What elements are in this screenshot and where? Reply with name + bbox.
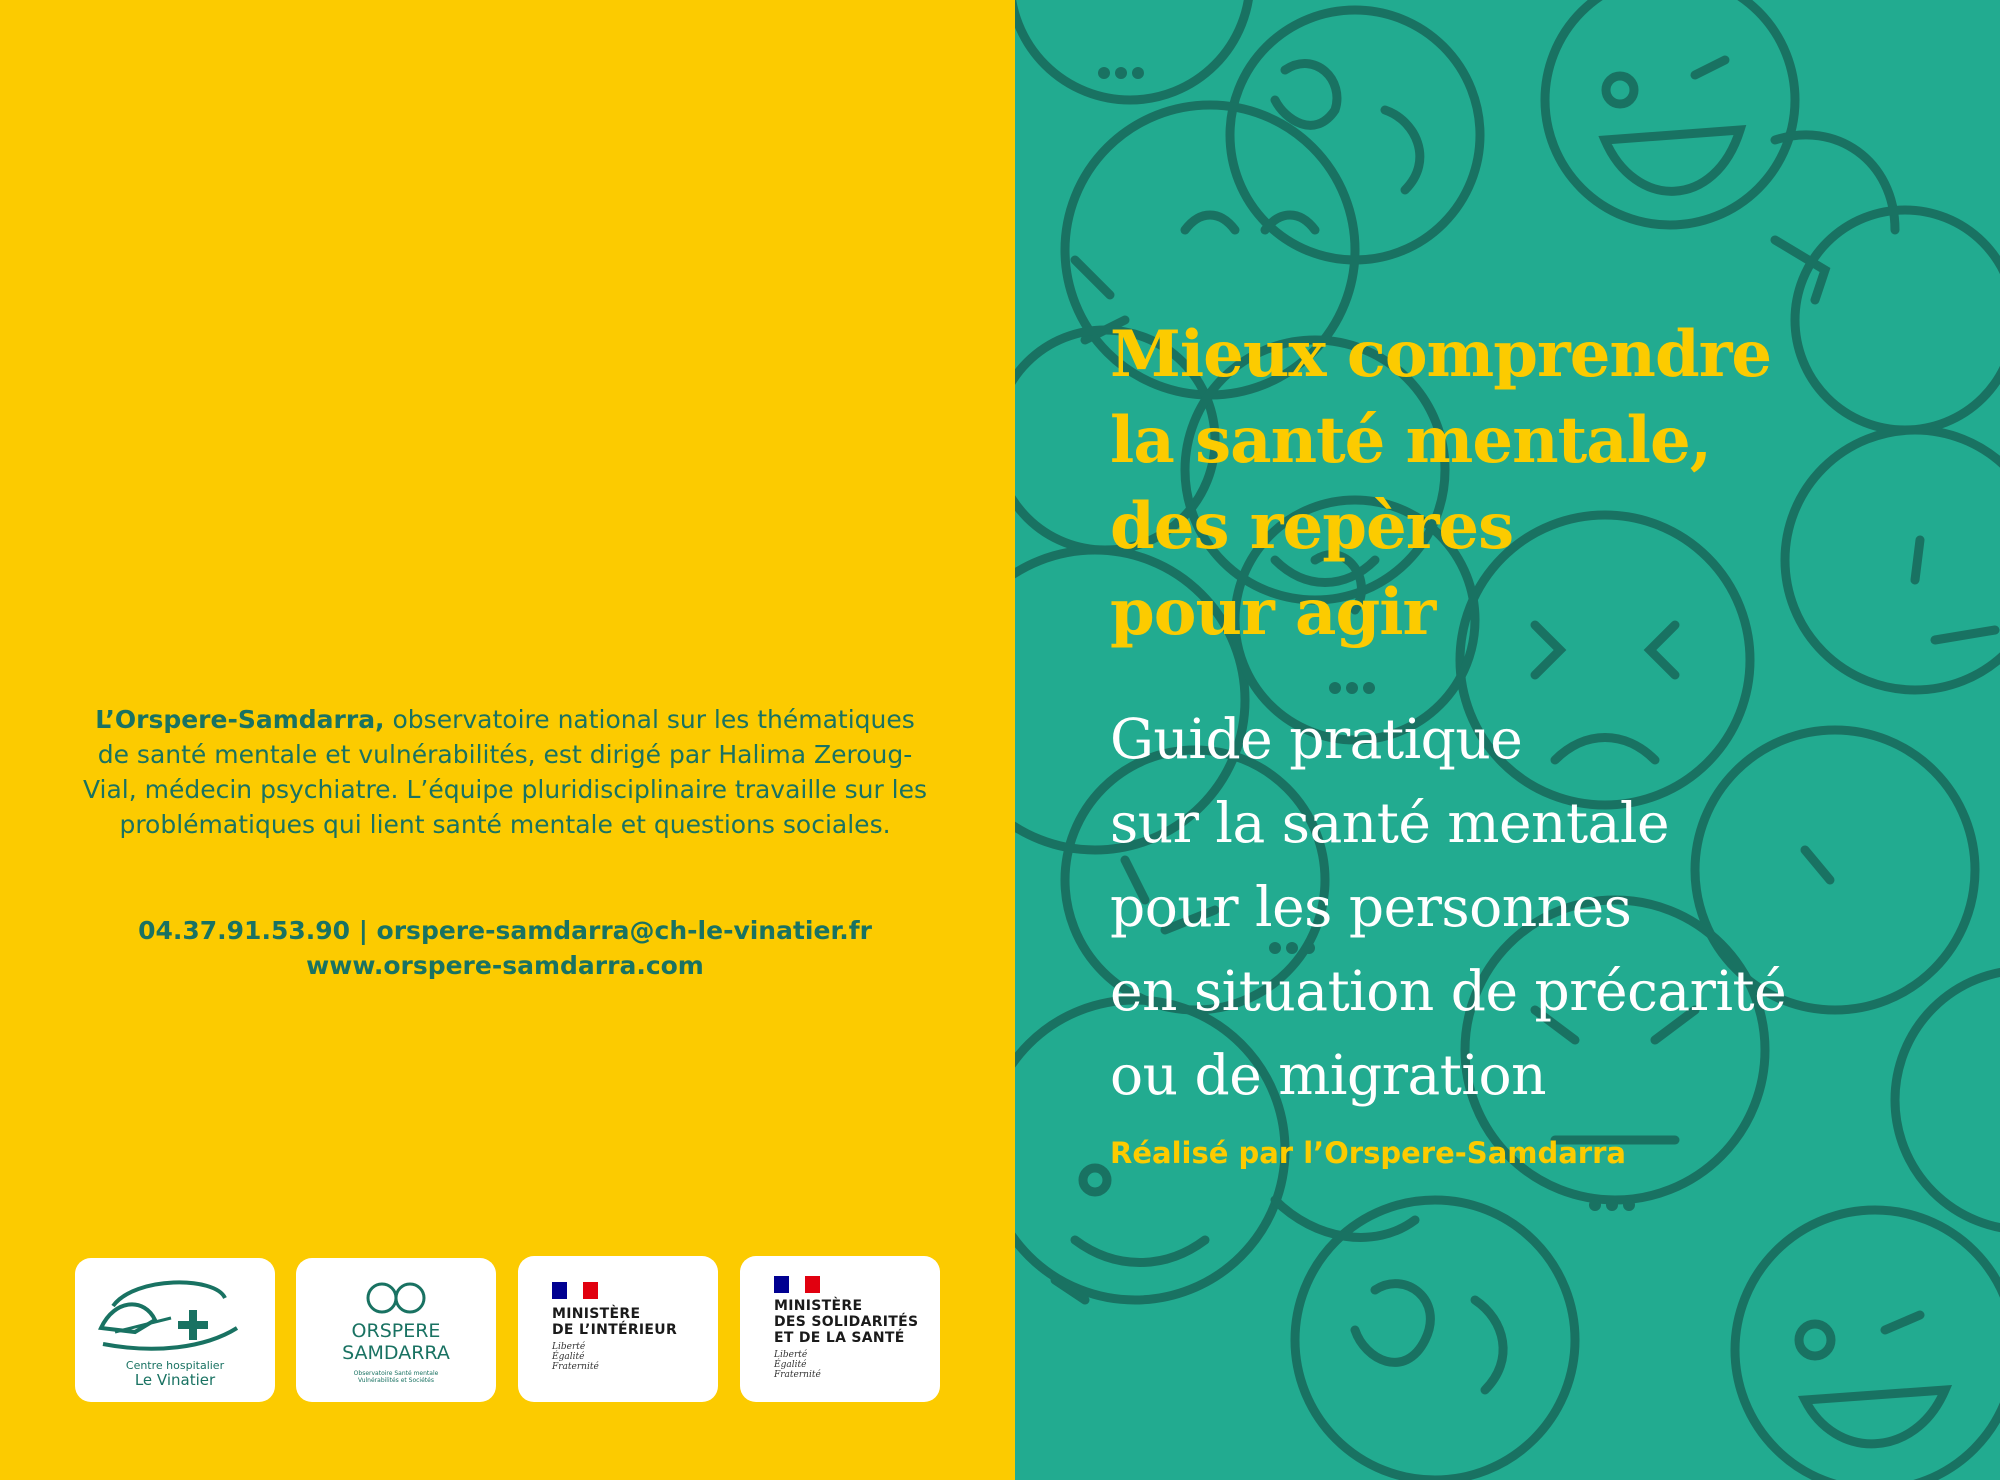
subtitle-line-2: sur la santé mentale bbox=[1110, 791, 1670, 855]
french-republic-flag-icon bbox=[552, 1282, 598, 1299]
cover-subtitle bbox=[1110, 697, 1990, 1117]
interieur-line1: MINISTÈRE bbox=[552, 1306, 641, 1322]
subtitle-line-5: ou de migration bbox=[1110, 1043, 1547, 1107]
interieur-motto-3: Fraternité bbox=[552, 1362, 599, 1372]
contact-website: www.orspere-samdarra.com bbox=[306, 951, 704, 980]
logo-ministere-solidarites-sante bbox=[740, 1256, 940, 1402]
about-description: observatoire national sur les thématiques de santé mentale et vulnérabilités, est dirigé par Halima Zeroug-Vial, médecin psychiatre. L’équipe pluridisciplinaire travaille sur les problématiques qui lient santé mentale et questions sociales. bbox=[82, 705, 928, 839]
orspere-line1: ORSPERE bbox=[351, 1320, 441, 1342]
title-line-1: Mieux comprendre bbox=[1110, 317, 1772, 392]
subtitle-line-3: pour les personnes bbox=[1110, 875, 1632, 939]
front-cover bbox=[1015, 0, 2000, 1480]
orspere-tagline1: Observatoire Santé mentale bbox=[353, 1370, 439, 1377]
orspere-line2: SAMDARRA bbox=[342, 1342, 450, 1364]
vinatier-line2: Le Vinatier bbox=[134, 1371, 216, 1389]
solidarites-line1: MINISTÈRE bbox=[774, 1298, 863, 1314]
solidarites-line3: ET DE LA SANTÉ bbox=[774, 1330, 905, 1346]
cover-credit: Réalisé par l’Orspere-Samdarra bbox=[1110, 1136, 1626, 1170]
title-line-2: la santé mentale, bbox=[1110, 403, 1711, 478]
solidarites-motto-2: Égalité bbox=[774, 1360, 807, 1370]
cover-title bbox=[1110, 312, 1980, 656]
solidarites-motto-1: Liberté bbox=[774, 1350, 808, 1360]
title-line-4: pour agir bbox=[1110, 575, 1436, 650]
interieur-motto-2: Égalité bbox=[552, 1352, 585, 1362]
interieur-motto-1: Liberté bbox=[552, 1342, 586, 1352]
logo-le-vinatier bbox=[75, 1258, 275, 1402]
interieur-line2: DE L’INTÉRIEUR bbox=[552, 1322, 678, 1338]
solidarites-motto-3: Fraternité bbox=[774, 1370, 821, 1380]
french-republic-flag-icon bbox=[774, 1276, 820, 1293]
logo-orspere-samdarra bbox=[296, 1258, 496, 1402]
subtitle-line-4: en situation de précarité bbox=[1110, 959, 1787, 1023]
about-text bbox=[80, 702, 930, 842]
infinity-icon bbox=[296, 1268, 496, 1328]
orspere-tagline2: Vulnérabilités et Sociétés bbox=[358, 1377, 434, 1384]
title-line-3: des repères bbox=[1110, 489, 1514, 564]
vinatier-line1: Centre hospitalier bbox=[125, 1359, 225, 1372]
contact-phone-email: 04.37.91.53.90 | orspere-samdarra@ch-le-vinatier.fr bbox=[138, 916, 872, 945]
about-org-name: L’Orspere-Samdarra, bbox=[95, 705, 385, 734]
subtitle-line-1: Guide pratique bbox=[1110, 707, 1523, 771]
solidarites-line2: DES SOLIDARITÉS bbox=[774, 1314, 919, 1330]
contact-info bbox=[80, 913, 930, 983]
logo-ministere-interieur bbox=[518, 1256, 718, 1402]
